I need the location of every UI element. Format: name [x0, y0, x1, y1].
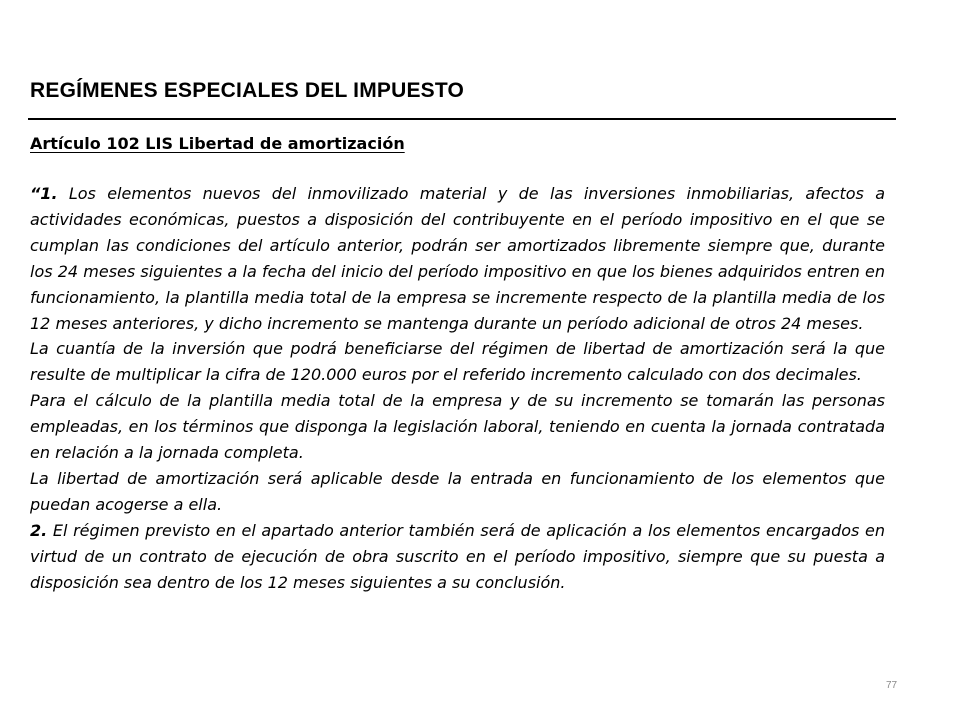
paragraph-5-text: El régimen previsto en el apartado anterior también será de aplicación a los elementos encargados en virtud de un contrato de ejecución de obra suscrito en el período impositivo, siempre que su puesta a disposición sea dentro de los 12 meses siguientes a su conclusión. — [30, 520, 885, 592]
paragraph-5 — [30, 518, 885, 596]
slide-title: REGÍMENES ESPECIALES DEL IMPUESTO — [30, 79, 465, 102]
page-number: 77 — [886, 680, 898, 691]
paragraph-1-number: “1. — [30, 184, 58, 203]
paragraph-4: La libertad de amortización será aplicable desde la entrada en funcionamiento de los elementos que puedan acogerse a ella. — [30, 468, 885, 514]
paragraph-3: Para el cálculo de la plantilla media total de la empresa y de su incremento se tomarán las personas empleadas, en los términos que disponga la legislación laboral, teniendo en cuenta la jornada contratada en relación a la jornada completa. — [30, 391, 885, 463]
article-body — [30, 181, 885, 596]
paragraph-2: La cuantía de la inversión que podrá beneficiarse del régimen de libertad de amortización será la que resulte de multiplicar la cifra de 120.000 euros por el referido incremento calculado con dos decimales. — [30, 339, 885, 385]
paragraph-1 — [30, 181, 885, 336]
title-divider — [28, 118, 896, 120]
article-heading: Artículo 102 LIS Libertad de amortización — [30, 134, 405, 153]
paragraph-1-text: Los elementos nuevos del inmovilizado material y de las inversiones inmobiliarias, afectos a actividades económicas, puestos a disposición del contribuyente en el período impositivo en el que se cumplan las condiciones del artículo anterior, podrán ser amortizados libremente siempre que, durante los 24 meses siguientes a la fecha del inicio del período impositivo en que los bienes adquiridos entren en funcionamiento, la plantilla media total de la empresa se incremente respecto de la plantilla media de los 12 meses anteriores, y dicho incremento se mantenga durante un período adicional de otros 24 meses. — [30, 184, 885, 333]
paragraph-5-number: 2. — [30, 520, 48, 540]
